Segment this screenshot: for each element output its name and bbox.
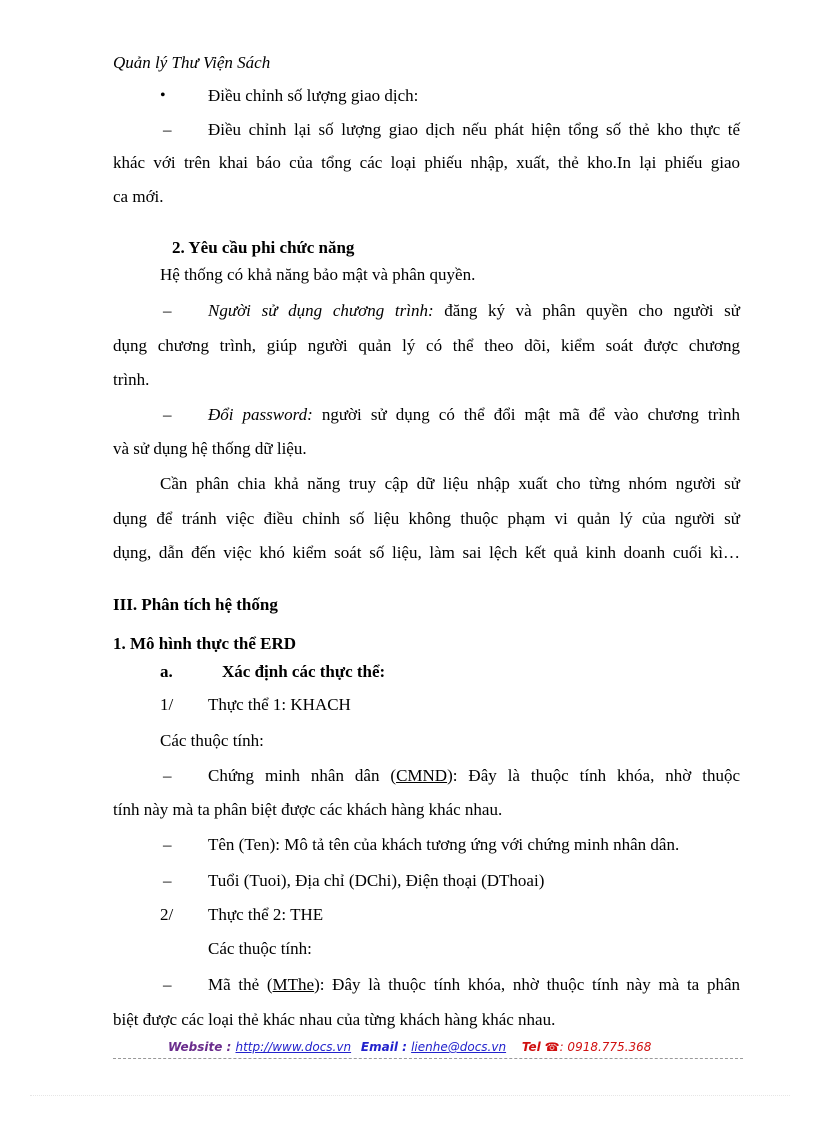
cmnd-key: CMND xyxy=(396,766,448,785)
access-paragraph-line3: dụng, dẫn đến việc khó kiểm soát số liệu, làm sai lệch kết quả kinh doanh cuối kì… xyxy=(113,543,740,562)
password-label: Đổi password: xyxy=(208,405,313,424)
security-intro: Hệ thống có khả năng bảo mật và phân quyền. xyxy=(160,265,476,284)
adjust-paragraph-line3: ca mới. xyxy=(113,187,164,206)
tel-number: : 0918.775.368 xyxy=(559,1040,652,1054)
erd-title: 1. Mô hình thực thể ERD xyxy=(113,634,297,653)
entities-marker: a. xyxy=(160,662,173,681)
mathe-prefix: Mã thẻ ( xyxy=(208,975,273,994)
mathe-paragraph-line2: biệt được các loại thẻ khác nhau của từng khách hàng khác nhau. xyxy=(113,1010,556,1029)
mathe-text: ): Đây là thuộc tính khóa, nhờ thuộc tính này mà ta phân xyxy=(314,975,740,994)
bullet-heading: Điều chỉnh số lượng giao dịch: xyxy=(208,86,419,105)
entity1-attributes-label: Các thuộc tính: xyxy=(160,731,264,750)
footer-divider xyxy=(113,1058,743,1059)
user-text: đăng ký và phân quyền cho người sử xyxy=(433,301,740,320)
entities-heading: Xác định các thực thể: xyxy=(222,662,386,681)
dash-marker: – xyxy=(163,301,172,320)
ten-attribute: Tên (Ten): Mô tả tên của khách tương ứng với chứng minh nhân dân. xyxy=(208,835,680,854)
entity1-number: 1/ xyxy=(160,695,174,714)
dash-marker: – xyxy=(163,766,172,785)
cmnd-prefix: Chứng minh nhân dân ( xyxy=(208,766,397,785)
phone-icon: ☎ xyxy=(544,1040,560,1054)
mathe-key: MThe xyxy=(272,975,315,994)
access-paragraph-line1: Cần phân chia khả năng truy cập dữ liệu nhập xuất cho từng nhóm người sử xyxy=(160,474,740,493)
user-paragraph-line1 xyxy=(208,301,740,321)
access-paragraph-line2: dụng để tránh việc điều chỉnh số liệu không thuộc phạm vi quản lý của người sử xyxy=(113,509,740,528)
cmnd-paragraph-line1 xyxy=(208,766,740,786)
entity2-title: Thực thể 2: THE xyxy=(208,905,324,924)
bullet-icon: • xyxy=(160,87,166,104)
entity1-title: Thực thể 1: KHACH xyxy=(208,695,351,714)
dash-marker: – xyxy=(163,871,172,890)
dash-marker: – xyxy=(163,835,172,854)
page-footer xyxy=(168,1040,651,1054)
user-paragraph-line2: dụng chương trình, giúp người quản lý có thể theo dõi, kiểm soát được chương xyxy=(113,336,740,355)
email-link[interactable]: lienhe@docs.vn xyxy=(411,1040,507,1054)
website-label: Website : xyxy=(168,1040,236,1054)
password-paragraph-line1 xyxy=(208,405,740,425)
dash-marker: – xyxy=(163,405,172,424)
dash-marker: – xyxy=(163,975,172,994)
dash-marker: – xyxy=(163,120,172,139)
email-separator: : xyxy=(397,1040,412,1054)
tuoi-attribute: Tuổi (Tuoi), Địa chỉ (DChi), Điện thoại (DThoai) xyxy=(208,871,545,890)
tel-label: Tel xyxy=(521,1040,541,1054)
email-label: Email xyxy=(360,1040,398,1054)
entity2-number: 2/ xyxy=(160,905,174,924)
user-label: Người sử dụng chương trình: xyxy=(208,301,434,320)
entity2-attributes-label: Các thuộc tính: xyxy=(208,939,312,958)
section2-title: 2. Yêu cầu phi chức năng xyxy=(172,238,355,257)
adjust-paragraph-line2: khác với trên khai báo của tổng các loại phiếu nhập, xuất, thẻ kho.In lại phiếu giao xyxy=(113,153,740,172)
password-text: người sử dụng có thể đổi mật mã để vào chương trình xyxy=(312,405,740,424)
cmnd-text: ): Đây là thuộc tính khóa, nhờ thuộc xyxy=(447,766,740,785)
adjust-paragraph-line1: Điều chỉnh lại số lượng giao dịch nếu phát hiện tổng số thẻ kho thực tế xyxy=(208,120,740,139)
section3-title: III. Phân tích hệ thống xyxy=(113,595,278,614)
page-bottom-divider xyxy=(30,1095,790,1096)
cmnd-paragraph-line2: tính này mà ta phân biệt được các khách hàng khác nhau. xyxy=(113,800,503,819)
mathe-paragraph-line1 xyxy=(208,975,740,995)
password-paragraph-line2: và sử dụng hệ thống dữ liệu. xyxy=(113,439,307,458)
user-paragraph-line3: trình. xyxy=(113,370,150,389)
website-link[interactable]: http://www.docs.vn xyxy=(235,1040,352,1054)
page-header-title: Quản lý Thư Viện Sách xyxy=(113,53,271,72)
